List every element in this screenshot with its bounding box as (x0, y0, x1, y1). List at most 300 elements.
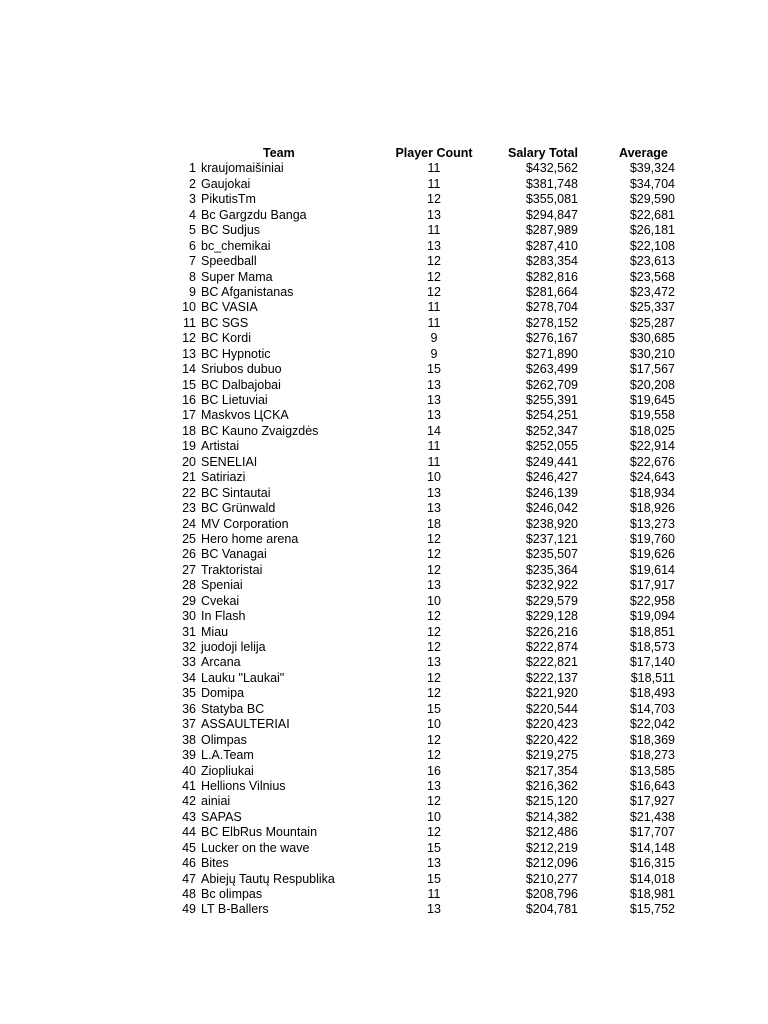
rank-cell: 1 (189, 161, 196, 176)
salary-table (0, 146, 768, 918)
rank-cell: 44 (182, 825, 196, 840)
salary-total-cell: $281,664 (525, 284, 578, 299)
salary-total-cell: $278,704 (525, 300, 578, 315)
table-row (0, 177, 768, 192)
table-row (0, 439, 768, 454)
player-count-cell: 13 (427, 207, 441, 222)
salary-total-cell: $252,347 (525, 423, 578, 438)
salary-total-cell: $432,562 (525, 161, 578, 176)
team-name-cell: Super Mama (201, 269, 273, 284)
rank-cell: 46 (182, 856, 196, 871)
team-name-cell: Statyba BC (201, 701, 265, 716)
average-salary-cell: $23,613 (629, 254, 675, 269)
average-salary-cell: $24,643 (629, 470, 675, 485)
salary-total-cell: $276,167 (525, 331, 578, 346)
team-name-cell: SENELIAI (201, 454, 258, 469)
average-salary-cell: $29,590 (629, 192, 675, 207)
average-salary-cell: $34,704 (629, 176, 675, 191)
salary-total-cell: $287,989 (525, 223, 578, 238)
average-salary-cell: $18,981 (629, 887, 675, 901)
average-salary-cell: $17,707 (629, 825, 675, 840)
average-salary-cell: $18,934 (629, 485, 675, 500)
team-name-cell: Satiriazi (201, 470, 246, 485)
rank-cell: 3 (189, 192, 196, 207)
rank-cell: 26 (182, 547, 196, 562)
rank-cell: 39 (182, 748, 196, 763)
team-name-cell: ainiai (201, 794, 231, 809)
table-row (0, 486, 768, 501)
player-count-cell: 15 (427, 840, 441, 855)
average-salary-cell: $19,558 (629, 408, 675, 423)
salary-total-cell: $238,920 (525, 516, 578, 531)
salary-total-cell: $229,579 (525, 593, 578, 608)
table-row (0, 501, 768, 516)
salary-total-cell: $381,748 (525, 176, 578, 191)
salary-total-cell: $222,137 (525, 670, 578, 685)
player-count-cell: 12 (427, 794, 441, 809)
rank-cell: 14 (182, 362, 196, 377)
salary-total-cell: $283,354 (525, 254, 578, 269)
table-row (0, 825, 768, 840)
average-salary-cell: $39,324 (629, 161, 675, 176)
table-row (0, 285, 768, 300)
team-name-cell: BC Kordi (201, 331, 252, 346)
player-count-cell: 15 (427, 362, 441, 377)
salary-total-cell: $210,277 (525, 871, 578, 886)
team-name-cell: LT B-Ballers (201, 902, 269, 917)
table-row (0, 408, 768, 423)
team-name-cell: BC Kauno Zvaigzdės (201, 423, 319, 438)
average-salary-cell: $22,914 (629, 439, 675, 454)
table-row (0, 578, 768, 593)
salary-total-cell: $217,354 (525, 763, 578, 778)
table-row (0, 393, 768, 408)
player-count-cell: 9 (430, 346, 438, 361)
player-count-cell: 12 (427, 670, 441, 685)
player-count-cell: 12 (427, 624, 441, 639)
team-name-cell: Sriubos dubuo (201, 362, 282, 377)
rank-cell: 9 (189, 284, 196, 299)
table-row (0, 640, 768, 655)
average-salary-cell: $18,369 (629, 732, 675, 747)
team-name-cell: Speniai (201, 578, 243, 593)
average-salary-cell: $16,315 (629, 856, 675, 871)
salary-total-cell: $254,251 (525, 408, 578, 423)
team-name-cell: Lucker on the wave (201, 840, 310, 855)
salary-total-cell: $214,382 (525, 809, 578, 824)
table-row (0, 841, 768, 856)
header-average: Average (619, 146, 668, 160)
average-salary-cell: $18,851 (629, 624, 675, 639)
salary-total-cell: $235,364 (525, 562, 578, 577)
table-row (0, 794, 768, 809)
average-salary-cell: $22,042 (629, 717, 675, 732)
salary-total-cell: $216,362 (525, 778, 578, 793)
table-row (0, 347, 768, 362)
salary-total-cell: $282,816 (525, 269, 578, 284)
rank-cell: 49 (182, 902, 196, 917)
average-salary-cell: $23,472 (629, 284, 675, 299)
rank-cell: 41 (182, 778, 196, 793)
team-name-cell: Miau (201, 624, 229, 639)
table-row (0, 532, 768, 547)
table-row (0, 625, 768, 640)
rank-cell: 43 (182, 809, 196, 824)
salary-total-cell: $262,709 (525, 377, 578, 392)
player-count-cell: 11 (427, 176, 441, 191)
average-salary-cell: $14,018 (629, 871, 675, 886)
player-count-cell: 13 (427, 778, 441, 793)
player-count-cell: 13 (427, 655, 441, 670)
player-count-cell: 12 (427, 531, 441, 546)
rank-cell: 10 (182, 300, 196, 315)
player-count-cell: 13 (427, 393, 441, 407)
team-name-cell: PikutisTm (201, 192, 256, 207)
player-count-cell: 12 (427, 254, 441, 269)
rank-cell: 22 (182, 485, 196, 500)
team-name-cell: Hero home arena (201, 531, 299, 546)
salary-total-cell: $220,423 (525, 717, 578, 732)
average-salary-cell: $22,108 (629, 238, 675, 253)
average-salary-cell: $17,927 (629, 794, 675, 809)
player-count-cell: 10 (427, 593, 441, 608)
player-count-cell: 9 (430, 331, 438, 346)
player-count-cell: 12 (427, 192, 441, 207)
team-name-cell: Bc Gargzdu Banga (201, 207, 307, 222)
player-count-cell: 11 (427, 887, 441, 901)
header-salary-total: Salary Total (508, 146, 578, 160)
salary-total-cell: $229,128 (525, 609, 578, 624)
average-salary-cell: $22,681 (629, 207, 675, 222)
average-salary-cell: $15,752 (629, 902, 675, 917)
team-name-cell: BC Grünwald (201, 501, 276, 516)
team-name-cell: Ziopliukai (201, 763, 254, 778)
player-count-cell: 13 (427, 578, 441, 593)
table-row (0, 563, 768, 578)
team-name-cell: bc_chemikai (201, 238, 271, 253)
table-row (0, 872, 768, 887)
rank-cell: 20 (182, 454, 196, 469)
player-count-cell: 10 (427, 470, 441, 485)
rank-cell: 6 (189, 238, 196, 253)
rank-cell: 28 (182, 578, 196, 593)
player-count-cell: 13 (427, 902, 441, 917)
rank-cell: 24 (182, 516, 196, 531)
team-name-cell: Gaujokai (201, 176, 251, 191)
player-count-cell: 11 (427, 300, 441, 315)
player-count-cell: 12 (427, 748, 441, 763)
team-name-cell: Domipa (201, 686, 245, 701)
rank-cell: 35 (182, 686, 196, 701)
rank-cell: 42 (182, 794, 196, 809)
table-header-row (0, 146, 768, 161)
rank-cell: 11 (183, 315, 196, 330)
table-row (0, 655, 768, 670)
table-row (0, 764, 768, 779)
player-count-cell: 13 (427, 856, 441, 871)
rank-cell: 34 (182, 670, 196, 685)
team-name-cell: BC Sintautai (201, 485, 271, 500)
table-row (0, 208, 768, 223)
table-row (0, 192, 768, 207)
player-count-cell: 14 (427, 423, 441, 438)
salary-total-cell: $204,781 (525, 902, 578, 917)
table-row (0, 362, 768, 377)
team-name-cell: BC Sudjus (201, 223, 261, 238)
salary-total-cell: $215,120 (525, 794, 578, 809)
average-salary-cell: $13,273 (629, 516, 675, 531)
average-salary-cell: $30,210 (629, 346, 675, 361)
salary-total-cell: $255,391 (525, 393, 578, 407)
team-name-cell: BC ElbRus Mountain (201, 825, 318, 840)
table-row (0, 779, 768, 794)
player-count-cell: 10 (427, 809, 441, 824)
team-name-cell: BC SGS (201, 315, 249, 330)
team-name-cell: Cvekai (201, 593, 240, 608)
player-count-cell: 13 (427, 408, 441, 423)
average-salary-cell: $18,273 (629, 748, 675, 763)
rank-cell: 12 (182, 331, 196, 346)
table-row (0, 424, 768, 439)
table-row (0, 254, 768, 269)
team-name-cell: Maskvos ЦCKA (201, 408, 289, 423)
table-row (0, 887, 768, 902)
average-salary-cell: $17,567 (629, 362, 675, 377)
team-name-cell: Speedball (201, 254, 257, 269)
rank-cell: 23 (182, 501, 196, 516)
player-count-cell: 12 (427, 609, 441, 624)
team-name-cell: Bc olimpas (201, 887, 263, 901)
salary-total-cell: $287,410 (525, 238, 578, 253)
rank-cell: 29 (182, 593, 196, 608)
salary-total-cell: $237,121 (525, 531, 578, 546)
average-salary-cell: $18,511 (630, 670, 675, 685)
rank-cell: 31 (182, 624, 196, 639)
team-name-cell: BC Vanagai (201, 547, 267, 562)
player-count-cell: 10 (427, 717, 441, 732)
team-name-cell: Traktoristai (201, 562, 263, 577)
table-row (0, 902, 768, 917)
player-count-cell: 12 (427, 825, 441, 840)
table-row (0, 671, 768, 686)
team-name-cell: Bites (201, 856, 229, 871)
average-salary-cell: $19,760 (629, 531, 675, 546)
player-count-cell: 13 (427, 377, 441, 392)
salary-total-cell: $212,096 (525, 856, 578, 871)
average-salary-cell: $23,568 (629, 269, 675, 284)
team-name-cell: Artistai (201, 439, 240, 454)
salary-total-cell: $219,275 (525, 748, 578, 763)
salary-total-cell: $220,422 (525, 732, 578, 747)
rank-cell: 47 (182, 871, 196, 886)
team-name-cell: L.A.Team (201, 748, 254, 763)
player-count-cell: 12 (427, 284, 441, 299)
player-count-cell: 12 (427, 640, 441, 654)
table-row (0, 810, 768, 825)
average-salary-cell: $25,287 (629, 315, 675, 330)
average-salary-cell: $18,493 (629, 686, 675, 701)
salary-total-cell: $221,920 (525, 686, 578, 701)
average-salary-cell: $14,148 (629, 840, 675, 855)
team-name-cell: juodoji lelija (201, 640, 266, 654)
salary-total-cell: $235,507 (525, 547, 578, 562)
rank-cell: 27 (182, 562, 196, 577)
rank-cell: 17 (182, 408, 196, 423)
team-name-cell: SAPAS (201, 809, 242, 824)
table-row (0, 609, 768, 624)
team-name-cell: BC Dalbajobai (201, 377, 281, 392)
player-count-cell: 15 (427, 871, 441, 886)
player-count-cell: 11 (427, 223, 441, 238)
rank-cell: 8 (189, 269, 196, 284)
salary-total-cell: $271,890 (525, 346, 578, 361)
rank-cell: 5 (189, 223, 196, 238)
table-body (0, 161, 768, 917)
average-salary-cell: $19,626 (629, 547, 675, 562)
team-name-cell: Olimpas (201, 732, 247, 747)
header-player-count: Player Count (395, 146, 473, 160)
rank-cell: 45 (182, 840, 196, 855)
rank-cell: 38 (182, 732, 196, 747)
team-name-cell: BC VASIA (201, 300, 258, 315)
team-name-cell: kraujomaišiniai (201, 161, 284, 176)
table-row (0, 300, 768, 315)
salary-total-cell: $263,499 (525, 362, 578, 377)
team-name-cell: Lauku "Laukai" (201, 670, 285, 685)
player-count-cell: 11 (427, 439, 441, 454)
table-row (0, 161, 768, 176)
average-salary-cell: $26,181 (629, 223, 675, 238)
player-count-cell: 12 (427, 562, 441, 577)
rank-cell: 15 (182, 377, 196, 392)
table-row (0, 223, 768, 238)
player-count-cell: 15 (427, 701, 441, 716)
player-count-cell: 11 (427, 161, 441, 176)
table-row (0, 717, 768, 732)
table-row (0, 470, 768, 485)
team-name-cell: BC Hypnotic (201, 346, 271, 361)
player-count-cell: 13 (427, 485, 441, 500)
average-salary-cell: $22,958 (629, 593, 675, 608)
salary-total-cell: $246,427 (525, 470, 578, 485)
rank-cell: 7 (189, 254, 196, 269)
average-salary-cell: $17,917 (629, 578, 675, 593)
team-name-cell: Abiejų Tautų Respublika (201, 871, 335, 886)
player-count-cell: 13 (427, 501, 441, 516)
table-row (0, 239, 768, 254)
average-salary-cell: $30,685 (629, 331, 675, 346)
table-row (0, 733, 768, 748)
salary-total-cell: $294,847 (525, 207, 578, 222)
rank-cell: 21 (182, 470, 196, 485)
salary-total-cell: $226,216 (525, 624, 578, 639)
player-count-cell: 13 (427, 238, 441, 253)
average-salary-cell: $17,140 (629, 655, 675, 670)
rank-cell: 2 (189, 176, 196, 191)
rank-cell: 13 (182, 346, 196, 361)
salary-total-cell: $212,486 (525, 825, 578, 840)
rank-cell: 25 (182, 531, 196, 546)
rank-cell: 16 (182, 393, 196, 407)
salary-total-cell: $222,821 (525, 655, 578, 670)
table-row (0, 686, 768, 701)
average-salary-cell: $19,094 (629, 609, 675, 624)
rank-cell: 37 (182, 717, 196, 732)
average-salary-cell: $14,703 (629, 701, 675, 716)
player-count-cell: 16 (427, 763, 441, 778)
team-name-cell: Hellions Vilnius (201, 778, 286, 793)
salary-total-cell: $252,055 (525, 439, 578, 454)
average-salary-cell: $22,676 (629, 454, 675, 469)
table-row (0, 378, 768, 393)
rank-cell: 32 (182, 640, 196, 654)
table-row (0, 594, 768, 609)
average-salary-cell: $20,208 (629, 377, 675, 392)
salary-total-cell: $220,544 (525, 701, 578, 716)
table-row (0, 748, 768, 763)
average-salary-cell: $16,643 (629, 778, 675, 793)
average-salary-cell: $21,438 (629, 809, 675, 824)
salary-total-cell: $212,219 (525, 840, 578, 855)
average-salary-cell: $13,585 (629, 763, 675, 778)
team-name-cell: MV Corporation (201, 516, 289, 531)
average-salary-cell: $19,645 (629, 393, 675, 407)
table-row (0, 270, 768, 285)
rank-cell: 36 (182, 701, 196, 716)
rank-cell: 18 (182, 423, 196, 438)
player-count-cell: 12 (427, 269, 441, 284)
table-row (0, 316, 768, 331)
rank-cell: 19 (182, 439, 196, 454)
salary-total-cell: $355,081 (525, 192, 578, 207)
salary-total-cell: $249,441 (525, 454, 578, 469)
table-row (0, 702, 768, 717)
team-name-cell: Arcana (201, 655, 241, 670)
player-count-cell: 11 (427, 454, 441, 469)
average-salary-cell: $18,025 (629, 423, 675, 438)
header-team: Team (263, 146, 295, 160)
player-count-cell: 18 (427, 516, 441, 531)
table-row (0, 455, 768, 470)
team-name-cell: BC Lietuviai (201, 393, 268, 407)
player-count-cell: 12 (427, 732, 441, 747)
table-row (0, 856, 768, 871)
average-salary-cell: $25,337 (629, 300, 675, 315)
player-count-cell: 12 (427, 547, 441, 562)
player-count-cell: 11 (427, 315, 441, 330)
table-row (0, 517, 768, 532)
salary-total-cell: $208,796 (525, 887, 578, 901)
salary-total-cell: $278,152 (525, 315, 578, 330)
rank-cell: 40 (182, 763, 196, 778)
table-row (0, 547, 768, 562)
rank-cell: 4 (189, 207, 196, 222)
salary-total-cell: $246,139 (525, 485, 578, 500)
salary-total-cell: $232,922 (525, 578, 578, 593)
team-name-cell: BC Afganistanas (201, 284, 294, 299)
table-row (0, 331, 768, 346)
salary-total-cell: $222,874 (525, 640, 578, 654)
average-salary-cell: $19,614 (629, 562, 675, 577)
team-name-cell: In Flash (201, 609, 246, 624)
rank-cell: 48 (182, 887, 196, 901)
player-count-cell: 12 (427, 686, 441, 701)
salary-total-cell: $246,042 (525, 501, 578, 516)
rank-cell: 30 (182, 609, 196, 624)
average-salary-cell: $18,573 (629, 640, 675, 654)
rank-cell: 33 (182, 655, 196, 670)
average-salary-cell: $18,926 (629, 501, 675, 516)
